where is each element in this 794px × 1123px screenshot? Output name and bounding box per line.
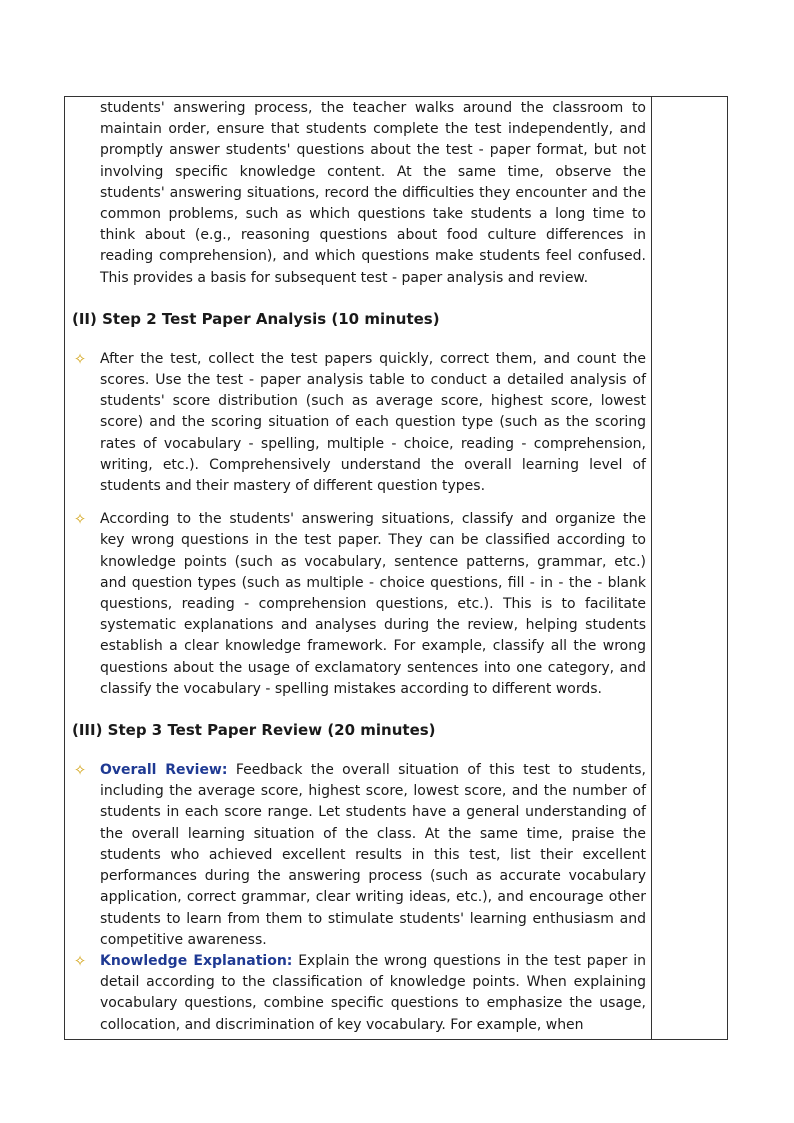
document-body bbox=[72, 98, 646, 1036]
sparkle-star-icon: ✧ bbox=[73, 951, 87, 970]
column-divider bbox=[651, 96, 652, 1040]
sparkle-star-icon: ✧ bbox=[73, 510, 87, 529]
list-item bbox=[72, 349, 646, 497]
sparkle-star-icon: ✧ bbox=[73, 761, 87, 780]
list-item-text: Feedback the overall situation of this test to students, including the average score, highest score, lowest score, and the number of students in each score range. Let students have a general understanding of the overall learning situation of the class. At the same time, praise the students who achieved excellent results in this test, list their excellent performances during the answering process (such as accurate vocabulary application, correct grammar, clear writing ideas, etc.), and encourage other students to learn from them to stimulate students' learning enthusiasm and competitive awareness. bbox=[100, 762, 646, 948]
term-knowledge-explanation: Knowledge Explanation: bbox=[100, 952, 293, 969]
term-overall-review: Overall Review: bbox=[100, 762, 228, 779]
section-heading-step2: (II) Step 2 Test Paper Analysis (10 minutes) bbox=[72, 309, 440, 328]
list-item bbox=[72, 951, 646, 1036]
section-heading-step3: (III) Step 3 Test Paper Review (20 minutes) bbox=[72, 721, 436, 740]
list-item-text: After the test, collect the test papers quickly, correct them, and count the scores. Use the test - paper analysis table to conduct a detailed analysis of students' score distribution (such as average score, highest score, lowest score) and the scoring situation of each question type (such as the scoring rates of vocabulary - spelling, multiple - choice, reading - comprehension, writing, etc.). Comprehensively understand the overall learning level of students and their mastery of different question types. bbox=[100, 350, 646, 495]
continuation-paragraph: students' answering process, the teacher walks around the classroom to maintain order, ensure that students complete the test independently, and promptly answer students' questions about the test - paper format, but not involving specific knowledge content. At the same time, observe the students' answering situations, record the difficulties they encounter and the common problems, such as which questions take students a long time to think about (e.g., reasoning questions about food culture differences in reading comprehension), and which questions make students feel confused. This provides a basis for subsequent test - paper analysis and review. bbox=[100, 100, 646, 286]
sparkle-star-icon: ✧ bbox=[73, 349, 87, 368]
list-item-text: Explain the wrong questions in the test paper in detail according to the classification of knowledge points. When explaining vocabulary questions, combine specific questions to emphasize the usage, collocation, and discrimination of key vocabulary. For example, when bbox=[100, 952, 646, 1033]
list-item bbox=[72, 760, 646, 951]
list-item bbox=[72, 509, 646, 700]
list-item-text: According to the students' answering situations, classify and organize the key wrong questions in the test paper. They can be classified according to knowledge points (such as vocabulary, sentence patterns, grammar, etc.) and question types (such as multiple - choice questions, fill - in - the - blank questions, reading - comprehension questions, etc.). This is to facilitate systematic explanations and analyses during the review, helping students establish a clear knowledge framework. For example, classify all the wrong questions about the usage of exclamatory sentences into one category, and classify the vocabulary - spelling mistakes according to different words. bbox=[100, 511, 646, 697]
